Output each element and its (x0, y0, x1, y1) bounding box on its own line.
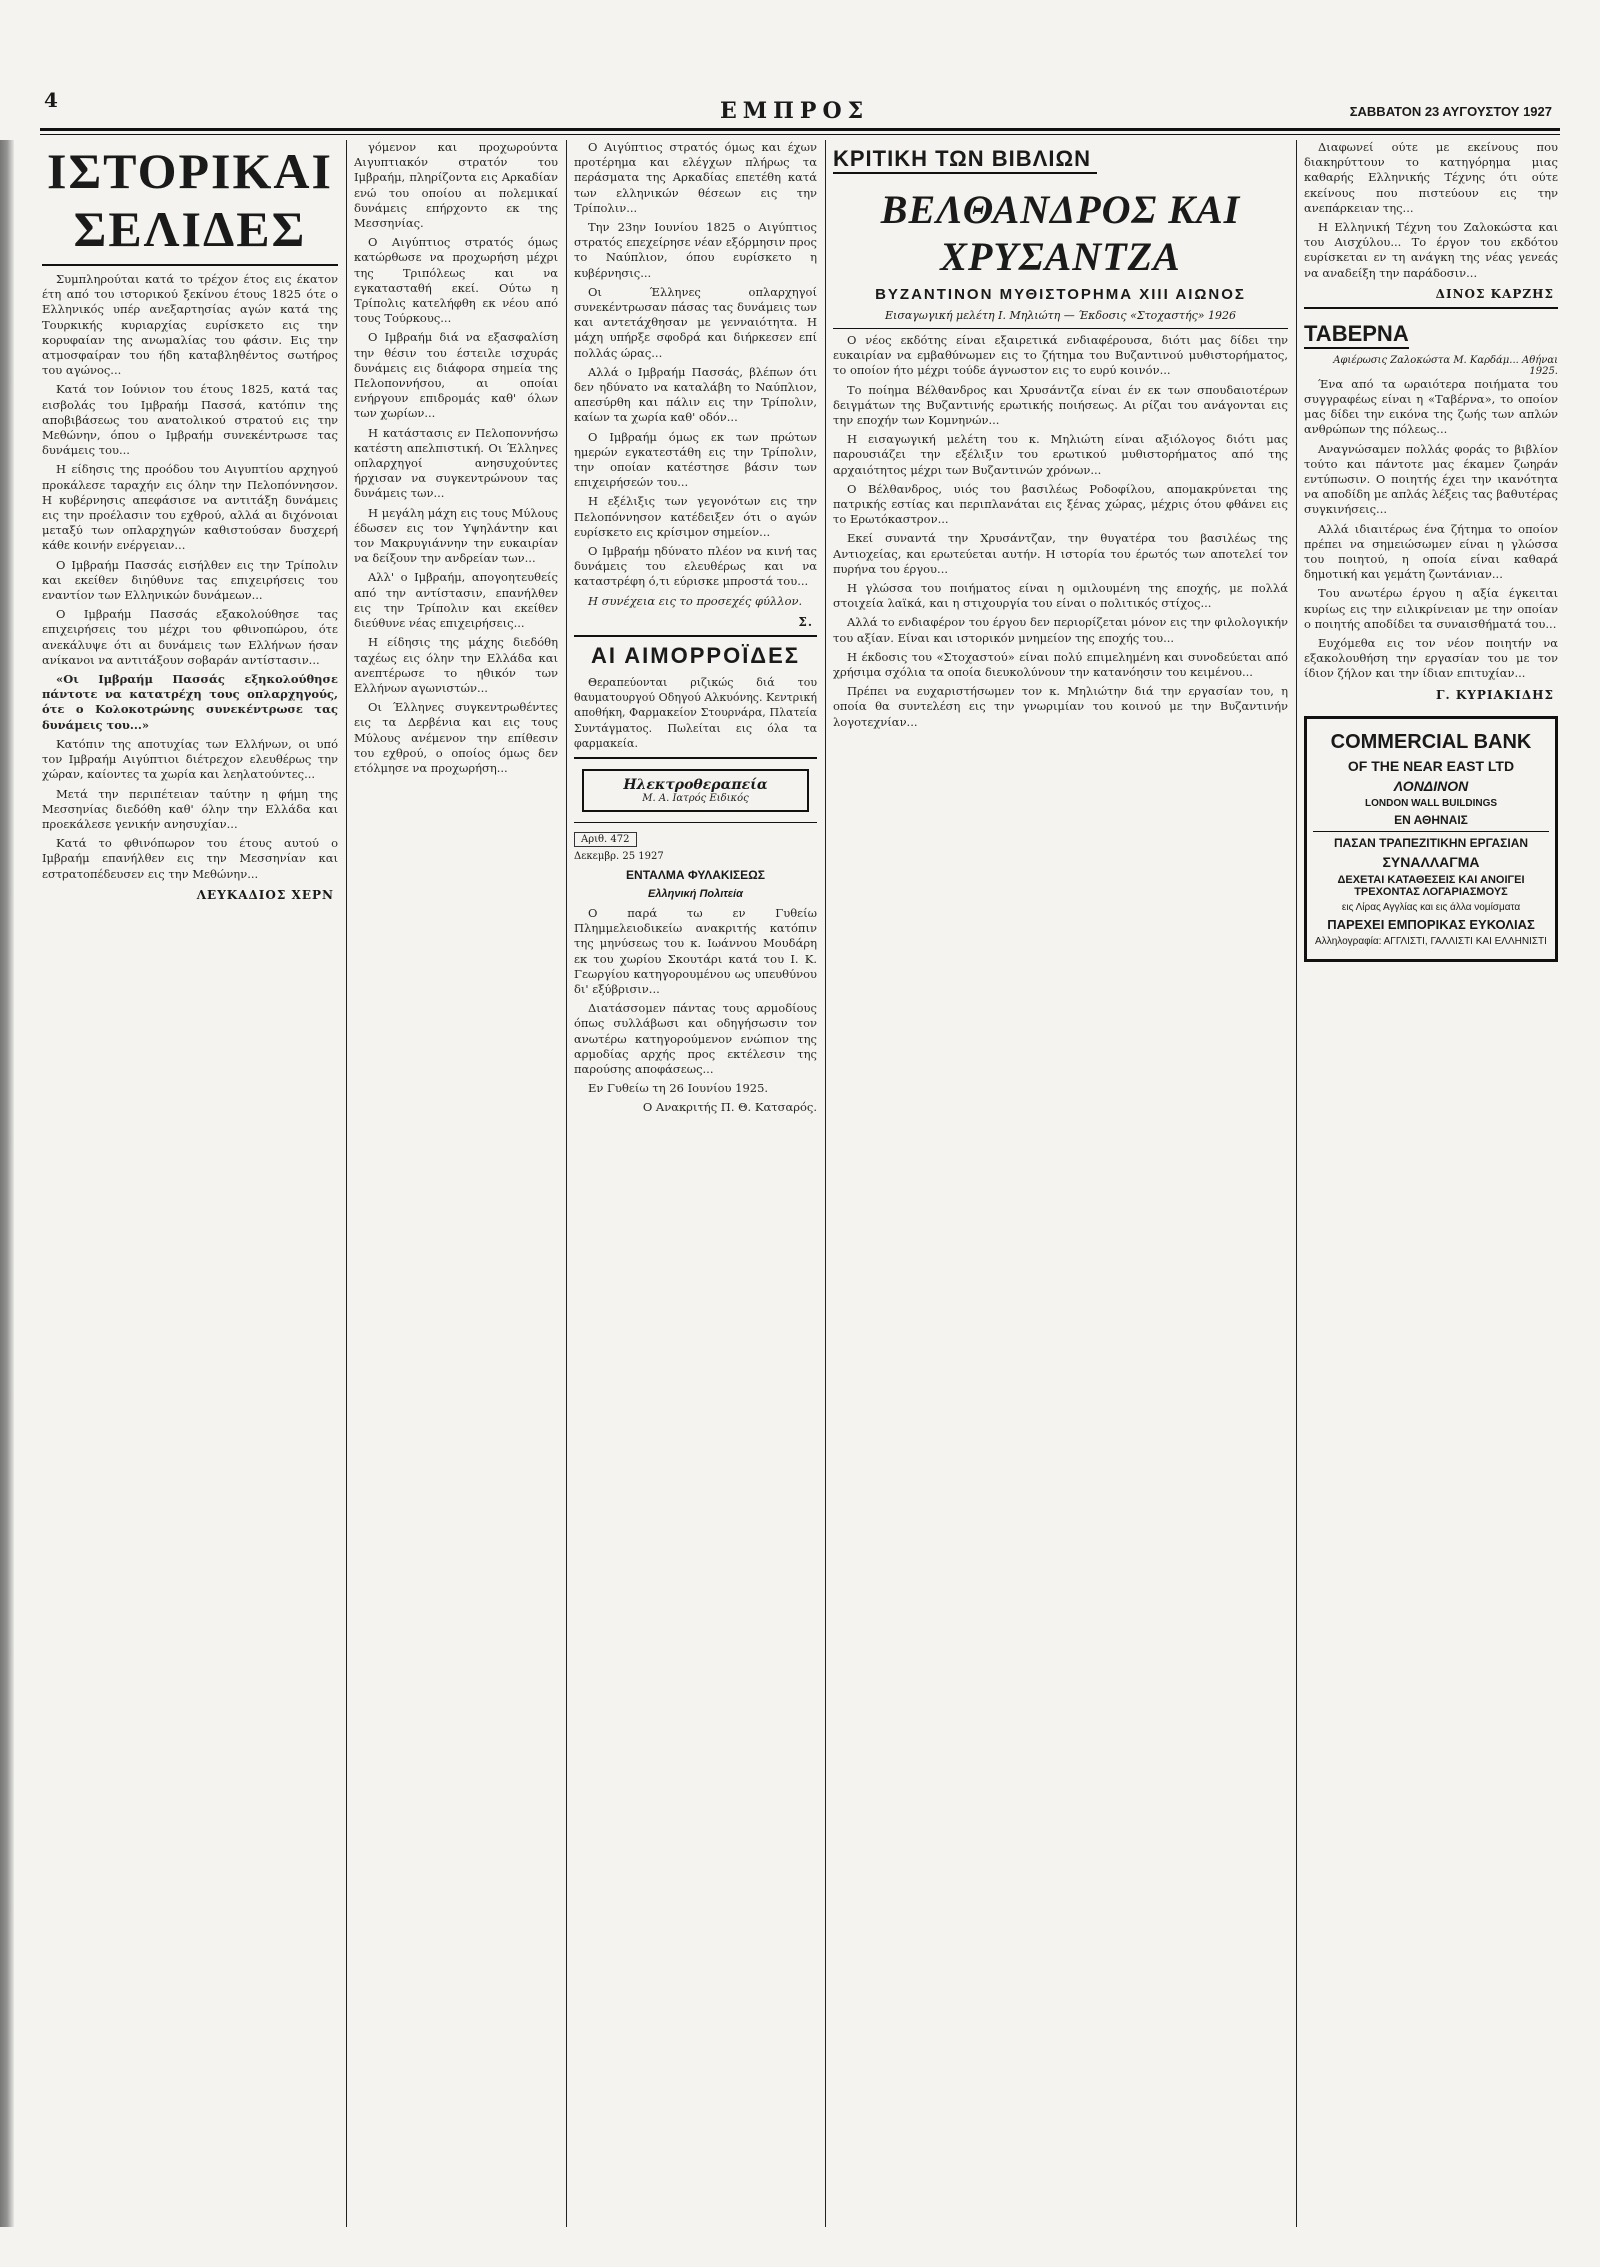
bank-exchange: ΣΥΝΑΛΛΑΓΜΑ (1382, 853, 1480, 870)
review-paragraph: Πρέπει να ευχαριστήσωμεν τον κ. Μηλιώτην διά την εργασίαν του, η οποία θα συντελέση εις την γνωριμίαν του κοινού με την Βυζαντινήν λογοτεχνίαν... (833, 684, 1288, 729)
article-paragraph: Ο Ιμβραήμ ηδύνατο πλέον να κινή τας δυνάμεις του ελευθέρως και να καταστρέφη ό,τι εύρισκε μπροστά του... (574, 544, 817, 589)
bank-rule (1313, 831, 1549, 832)
column-divider (825, 140, 826, 2227)
review-paragraph: Αλλά το ενδιαφέρον του έργου δεν περιορίζεται μόνον εις την φιλολογικήν του αξίαν. Είναι και ιστορικόν μνημείον της εποχής του... (833, 615, 1288, 645)
ad-text: Θεραπεύονται ριζικώς διά του θαυματουργού Οδηγού Αλκυόνης. Κεντρική αποθήκη, Φαρμακείον Στουρνάρα, Πλατεία Συντάγματος. Πωλείται εις όλα τα φαρμακεία. (574, 675, 817, 750)
article-paragraph: Την 23ην Ιουνίου 1825 ο Αιγύπτιος στρατός επεχείρησε νέαν εξόρμησιν προς το Ναύπλιον, όπου ευρίσκετο η κυβέρνησις... (574, 220, 817, 280)
bank-correspondence: Αλληλογραφία: ΑΓΓΛΙΣΤΙ, ΓΑΛΛΙΣΤΙ ΚΑΙ ΕΛΛΗΝΙΣΤΙ (1315, 935, 1547, 947)
decree-paragraph: Διατάσσομεν πάντας τους αρμοδίους όπως συλλάβωσι και οδηγήσωσιν τον ανωτέρω κατηγορούμενον ενώπιον της αρμοδίας αρχής προς εκτέλεσιν της παρούσης αποφάσεως... (574, 1001, 817, 1076)
taverna-paragraph: Ένα από τα ωραιότερα ποιήματα του συγγραφέως είναι η «Ταβέρνα», το οποίον μας δίδει την εικόνα της ζωής των απλών ανθρώπων της πόλεως... (1304, 376, 1558, 437)
decree-paragraph: Εν Γυθείω τη 26 Ιουνίου 1925. (588, 1081, 769, 1096)
masthead-title: ΕΜΠΡΟΣ (720, 98, 870, 124)
review-paragraph: Ο νέος εκδότης είναι εξαιρετικά ενδιαφέρουσα, διότι μας δίδει την ευκαιρίαν να εμβαθύνωμεν εις το ζήτημα του Βυζαντινού μυθιστορήματος, το οποίον ήτο μέχρι τούδε άγνωστον εις το ευρύ κοινόν... (833, 333, 1288, 378)
article-paragraph: Ο Ιμβραήμ διά να εξασφαλίση την θέσιν του έστειλε ισχυράς δυνάμεις εις διάφορα σημεία της Πελοποννήσου, αι οποίαι ενήργουν επιδρομάς καθ' όλων των χωρίων... (354, 330, 558, 421)
author-signature: ΔΙΝΟΣ ΚΑΡΖΗΣ (1435, 286, 1554, 301)
article-paragraph: Η εξέλιξις των γεγονότων εις την Πελοπόννησον κατέδειξεν ότι ο αγών ευρίσκετο εις κρίσιμον σημείον... (574, 494, 817, 539)
author-signature: ΛΕΥΚΑΔΙΟΣ ΧΕΡΝ (196, 887, 334, 902)
taverna-paragraph: Ευχόμεθα εις τον νέον ποιητήν να εξακολουθήση την εργασίαν του με τον ίδιον ζήλον και την ίδιαν επιτυχίαν... (1304, 636, 1558, 681)
review-paragraph: Ο Βέλθανδρος, υιός του βασιλέως Ροδοφίλου, απομακρύνεται της πατρικής εστίας και περιπλανάται εις ξένας χώρας, μέχρις ότου φθάνει εις το Ερωτόκαστρον... (833, 481, 1288, 527)
review-paragraph: Η έκδοσις του «Στοχαστού» είναι πολύ επιμελημένη και συνοδεύεται από χρήσιμα σχόλια τα οποία διευκολύνουν την κατανόησιν του κειμένου... (833, 649, 1288, 680)
review-paragraph: Το ποίημα Βέλθανδρος και Χρυσάντζα είναι έν εκ των σπουδαιοτέρων δειγμάτων της Βυζαντινής ερωτικής ποιήσεως. Αι ρίζαι του ανάγονται εις την εποχήν των Κομνηνών... (833, 382, 1288, 428)
taverna-paragraph: Αναγνώσαμεν πολλάς φοράς το βιβλίον τούτο και πάντοτε μας έκαμεν ζωηράν εντύπωσιν. Ο ποιητής έχει την ικανότητα να αποδίδη με απλάς λέξεις τας βαθυτέρας συγκινήσεις... (1304, 441, 1558, 517)
article-paragraph: Διαφωνεί ούτε με εκείνους που διακηρύττουν το κατηγόρημα μιας καθαρής Ελληνικής Τέχνης ότι ούτε εκείνους που πιστεύουν εις την ανεπάρκειαν της... (1304, 140, 1558, 215)
masthead-rule (40, 128, 1560, 131)
column-right (1304, 140, 1558, 2227)
taverna-paragraph: Του ανωτέρω έργου η αξία έγκειται κυρίως εις την ειλικρίνειαν με την οποίαν ο ποιητής αποδίδει τα συναισθήματά του... (1304, 586, 1558, 631)
taverna-caption: Αφιέρωσις Ζαλοκώστα Μ. Καρδάμ... Αθήναι 1925. (1333, 354, 1558, 377)
article-paragraph: Ο Ιμβραήμ όμως εκ των πρώτων ημερών εγκατεστάθη εις την Τρίπολιν, την οποίαν κατέστησε βάσιν των επιχειρήσεών του... (574, 429, 817, 490)
advert-title: Ηλεκτροθεραπεία (623, 776, 768, 793)
article-paragraph: Η κατάστασις εν Πελοποννήσω κατέστη απελπιστική. Οι Έλληνες οπλαρχηγοί ανησυχούντες ήρχισαν να συγκεντρώνουν τας δυνάμεις των... (354, 425, 558, 501)
decree-subtitle: Ελληνική Πολιτεία (648, 887, 743, 900)
bank-city: ΛΟΝΔΙΝΟΝ (1393, 777, 1469, 794)
article-paragraph: Αλλά ο Ιμβραήμ Πασσάς, βλέπων ότι δεν ηδύνατο να καταλάβη το Ναύπλιον, απεσύρθη και πάλιν εις την Τρίπολιν, καίων τα χωρία καθ' οδόν... (574, 364, 817, 425)
article-paragraph: Ο Ιμβραήμ Πασσάς εισήλθεν εις την Τρίπολιν και εκείθεν διηύθυνε τας επιχειρήσεις του εναντίον των Ελληνικών δυνάμεων... (42, 557, 338, 603)
article-paragraph: Κατά τον Ιούνιον του έτους 1825, κατά τας εισβολάς του Ιμβραήμ Πασσά, κατόπιν της αποβιβάσεως του ανατολικού στρατού εις την Μεθώνην, όπου ο Ιμβραήμ συνεκέντρωσε τας δυνάμεις του... (42, 382, 338, 458)
decree-paragraph: Ο παρά τω εν Γυθείω Πλημμελειοδικείω ανακριτής κατόπιν της μηνύσεως του κ. Ιωάννου Μουδάρη εκ του χωρίου Σκουτάρι κατά του Ι. Κ. Γεωργίου κατηγορουμένου ως υπευθύνου δι' εξύβρισιν... (574, 905, 817, 996)
article-paragraph: Συμπληρούται κατά το τρέχον έτος εις έκατον έτη από του ιστορικού ξεκίνου έτους 1825 ότε ο Ελληνικός υπέρ ανεξαρτησίας αγών κατά της Τουρκικής κυριαρχίας ευρίσκετο εις την κορυφαίαν της ανωμαλίας του φάσιν. Εις την ατμοσφαίραν του ήδη καταβληθέντος σωτήρος του αγώνος... (42, 272, 338, 378)
headline-rule (42, 264, 338, 266)
binding-shadow (0, 140, 14, 2227)
article-paragraph: Οι Έλληνες συγκεντρωθέντες εις τα Δερβένια και εις τους Μύλους ανέμενον την επίθεσιν του εχθρού, ο οποίος όμως δεν ετόλμησε να προχωρήση... (354, 700, 558, 775)
column-divider (346, 140, 347, 2227)
article-paragraph: Η Ελληνική Τέχνη του Ζαλοκώστα και του Αισχύλου... Το έργον του εκδότου ευρίσκεται εν τη ανάγκη της νέας γενεάς να αναδείξη την παράδοσιν... (1304, 220, 1558, 280)
article-paragraph: Ο Αιγύπτιος στρατός όμως και έχων προτέρημα και ελέγχων πλήρως τα περάσματα της Αρκαδίας επετέθη κατά των ελληνικών θέσεων εις την Τρίπολιν... (574, 140, 817, 215)
headline-historical: ΙΣΤΟΡΙΚΑΙ ΣΕΛΙΔΕΣ (47, 143, 333, 257)
column-divider (1296, 140, 1297, 2227)
bank-name-sub: OF THE NEAR EAST LTD (1347, 757, 1515, 774)
article-paragraph: Η μεγάλη μάχη εις τους Μύλους έδωσεν εις τον Υψηλάντην και τον Μακρυγιάννην την ευκαιρίαν να δείξουν την ανδρείαν των... (354, 505, 558, 566)
article-paragraph: γόμενον και προχωρούντα Αιγυπτιακόν στρατόν του Ιμβραήμ, πληρίζοντα εις Αρκαδίαν ενώ του οποίου αι πολεμικαί δυνάμεις επήρχοντο εκ της Μεσσηνίας. (354, 140, 558, 231)
article-paragraph: Η είδησις της προόδου του Αιγυπτίου αρχηγού προκάλεσε ταραχήν εις όλην την Πελοπόννησον. Η κυβέρνησις απεφάσισε να αντιτάξη δυνάμεις εις την προέλασιν του εχθρού, αλλά αι διχόνοιαι μεταξύ των οπλαρχηγών καθιστούσαν δυσχερή κάθε κοινήν ενέργειαν... (42, 462, 338, 553)
article-paragraph: Η είδησις της μάχης διεδόθη ταχέως εις όλην την Ελλάδα και ανεπτέρωσε το ηθικόν των Ελλήνων αγωνιστών... (354, 635, 558, 695)
review-paragraph: Η γλώσσα του ποιήματος είναι η ομιλουμένη της εποχής, με πολλά στοιχεία λαϊκά, και η στιχουργία του είναι ο πολιτικός στίχος... (833, 581, 1288, 611)
author-signature: Σ. (798, 614, 813, 629)
taverna-title: ΤΑΒΕΡΝΑ (1304, 321, 1409, 349)
article-paragraph: Αλλ' ο Ιμβραήμ, απογοητευθείς από την αντίστασιν, επανήλθεν εις την Τρίπολιν και εκείθεν διεύθυνε νέας επιχειρήσεις... (354, 570, 558, 631)
section-rule (574, 635, 817, 637)
bank-name: COMMERCIAL BANK (1330, 730, 1532, 753)
column-book-review (833, 140, 1288, 2227)
bank-currencies: εις Λίρας Αγγλίας και εις άλλα νομίσματα (1341, 901, 1521, 913)
bank-service: ΠΑΣΑΝ ΤΡΑΠΕΖΙΤΙΚΗΝ ΕΡΓΑΣΙΑΝ (1333, 835, 1529, 850)
bank-facilities: ΠΑΡΕΧΕΙ ΕΜΠΟΡΙΚΑΣ ΕΥΚΟΛΙΑΣ (1327, 916, 1535, 932)
decree-date: Δεκεμβρ. 25 1927 (574, 850, 664, 862)
article-paragraph: «Οι Ιμβραήμ Πασσάς εξηκολούθησε πάντοτε να κατατρέχη τους οπλαρχηγούς, ότε ο Κολοκοτρώνης συνεκέντρωσε τας δυνάμεις του...» (42, 672, 338, 732)
article-paragraph: Ο Αιγύπτιος στρατός όμως κατώρθωσε να προχωρήση μέχρι της Τριπόλεως και να εγκατασταθή εκεί. Ούτω η Τρίπολις κατελήφθη εκ νέου από τους Τούρκους... (354, 235, 558, 326)
bank-deposits: ΔΕΧΕΤΑΙ ΚΑΤΑΘΕΣΕΙΣ ΚΑΙ ΑΝΟΙΓΕΙ ΤΡΕΧΟΝΤΑΣ ΛΟΓΑΡΙΑΣΜΟΥΣ (1337, 873, 1525, 898)
decree-paragraph: Ο Ανακριτής Π. Θ. Κατσαρός. (642, 1100, 817, 1115)
article-closing: Η συνέχεια εις το προσεχές φύλλον. (588, 593, 803, 608)
advert-box (582, 769, 809, 812)
decree-title: ΕΝΤΑΛΜΑ ΦΥΛΑΚΙΣΕΩΣ (626, 867, 765, 882)
section-rule (1304, 307, 1558, 309)
review-title: ΒΕΛΘΑΝΔΡΟΣ ΚΑΙ ΧΡΥΣΑΝΤΖΑ (880, 187, 1241, 279)
bank-branch: ΕΝ ΑΘΗΝΑΙΣ (1394, 812, 1468, 827)
article-paragraph: Κατά το φθινόπωρον του έτους αυτού ο Ιμβραήμ επανήλθεν εις την Μεσσηνίαν και εστρατοπέδευσεν εις την Μεθώνην... (42, 836, 338, 881)
advert-subtitle: Μ. Α. Ιατρός Ειδικός (642, 792, 749, 804)
section-rule (574, 822, 817, 823)
author-signature: Γ. ΚΥΡΙΑΚΙΔΗΣ (1436, 687, 1554, 702)
section-rule (574, 757, 817, 759)
section-rule (833, 328, 1288, 329)
column-continuation (354, 140, 558, 2227)
page-number: 4 (44, 88, 58, 112)
review-paragraph: Εκεί συναντά την Χρυσάντζαν, την θυγατέρα του βασιλέως της Αντιοχείας, και ερωτεύεται αυτήν. Η ιστορία του έρωτός των αποτελεί τον πυρήνα του έργου... (833, 531, 1288, 576)
article-paragraph: Ο Ιμβραήμ Πασσάς εξακολούθησε τας επιχειρήσεις του μέχρι του φθινοπώρου, ότε ανεκάλυψε ότι αι δυνάμεις των Ελλήνων ήσαν ανίκανοι να αντιτάξουν σοβαράν αντίστασιν... (42, 607, 338, 667)
column-divider (566, 140, 567, 2227)
review-subtitle: ΒΥΖΑΝΤΙΝΟΝ ΜΥΘΙΣΤΟΡΗΜΑ ΧΙΙΙ ΑΙΩΝΟΣ (875, 286, 1246, 303)
masthead-rule-thin (40, 134, 1560, 135)
column-news (574, 140, 817, 2227)
bank-advert (1304, 716, 1558, 962)
review-edition: Εισαγωγική μελέτη Ι. Μηλιώτη — Έκδοσις «Στοχαστής» 1926 (885, 309, 1236, 322)
masthead-date: ΣΑΒΒΑΤΟΝ 23 ΑΥΓΟΥΣΤΟΥ 1927 (1349, 104, 1552, 119)
column-historical (42, 140, 338, 2227)
article-paragraph: Κατόπιν της αποτυχίας των Ελλήνων, οι υπό τον Ιμβραήμ Αιγύπτιοι διέτρεχον ελευθέρως την χώραν, καίοντες τα χωρία και λεηλατούντες... (42, 736, 338, 782)
ad-title: ΑΙ ΑΙΜΟΡΡΟΪΔΕΣ (591, 642, 800, 668)
taverna-paragraph: Αλλά ιδιαιτέρως ένα ζήτημα το οποίον πρέπει να σημειώσωμεν είναι η γλώσσα του ποιητού, η οποία είναι καθαρά δημοτική και γεμάτη ζωντάνιαν... (1304, 521, 1558, 582)
article-paragraph: Μετά την περιπέτειαν ταύτην η φήμη της Μεσσηνίας διεδόθη καθ' όλην την Ελλάδα και προεκάλεσε γενικήν ανησυχίαν... (42, 786, 338, 831)
bank-address: LONDON WALL BUILDINGS (1364, 797, 1498, 809)
archive-number: Αριθ. 472 (574, 832, 637, 847)
review-paragraph: Η εισαγωγική μελέτη του κ. Μηλιώτη είναι αξιόλογος διότι μας παρουσιάζει την εξέλιξιν του ερωτικού μυθιστορήματος από της αρχαιότητος μέχρι των Βυζαντινών χρόνων... (833, 432, 1288, 477)
section-book-review: ΚΡΙΤΙΚΗ ΤΩΝ ΒΙΒΛΙΩΝ (833, 146, 1097, 174)
article-paragraph: Οι Έλληνες οπλαρχηγοί συνεκέντρωσαν πάσας τας δυνάμεις των και αντετάχθησαν με γενναιότητα. Η μάχη υπήρξε σφοδρά και διήρκεσεν επί πολλάς ώρας... (574, 284, 817, 360)
